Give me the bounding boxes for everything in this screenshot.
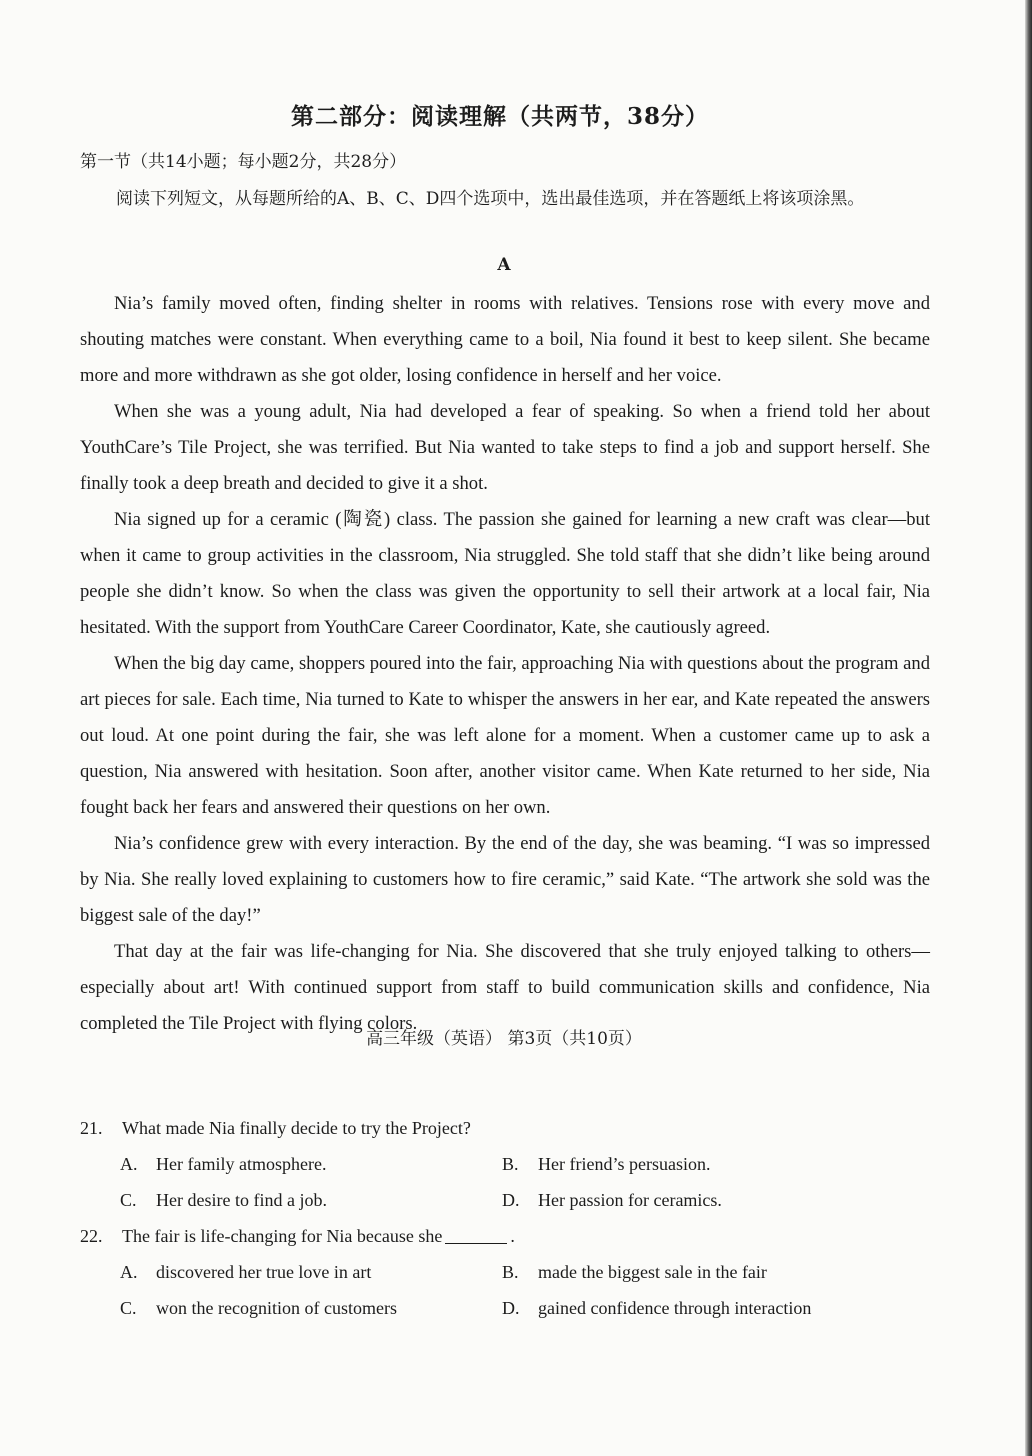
paragraph: That day at the fair was life-changing for Nia. She discovered that she truly enjoyed talking to others—especially about art! With continued support from staff to build communication skills and confidence, Nia completed the Tile Project with flying colors.	[80, 941, 930, 1034]
option-c[interactable]	[120, 1190, 502, 1211]
option-letter: B.	[502, 1261, 519, 1282]
instruction-text: 阅读下列短文，从每题所给的A、B、C、D四个选项中，选出最佳选项，并在答题纸上将该项涂黑。	[116, 189, 865, 209]
option-row	[80, 1254, 940, 1290]
paragraph: When she was a young adult, Nia had developed a fear of speaking. So when a friend told her about YouthCare’s Tile Project, she was terrified. But Nia wanted to take steps to find a job and support herself. She finally took a deep breath and decided to give it a shot.	[80, 401, 930, 494]
paragraph: Nia’s family moved often, finding shelter in rooms with relatives. Tensions rose with every move and shouting matches were constant. When everything came to a boil, Nia found it best to keep silent. She became more and more withdrawn as she got older, losing confidence in herself and her voice.	[80, 293, 930, 386]
option-a[interactable]	[120, 1154, 502, 1175]
option-text: Her passion for ceramics.	[538, 1189, 722, 1210]
option-text: Her family atmosphere.	[156, 1153, 327, 1174]
option-text: discovered her true love in art	[156, 1261, 372, 1282]
option-letter: A.	[120, 1153, 138, 1174]
question-21	[80, 1110, 940, 1218]
option-text: won the recognition of customers	[156, 1297, 397, 1318]
question-text-end: .	[510, 1225, 515, 1246]
option-row	[80, 1146, 940, 1182]
page-title: 第二部分：阅读理解（共两节，38分）	[290, 103, 709, 130]
question-stem	[80, 1110, 940, 1146]
question-text: What made Nia finally decide to try the Project?	[122, 1117, 471, 1138]
option-b[interactable]	[502, 1154, 884, 1175]
option-d[interactable]	[502, 1298, 884, 1319]
question-stem	[80, 1218, 940, 1254]
option-letter: B.	[502, 1153, 519, 1174]
paragraph: When the big day came, shoppers poured into the fair, approaching Nia with questions about the program and art pieces for sale. Each time, Nia turned to Kate to whisper the answers in her ear, and Kate repeated the answers out loud. At one point during the fair, she was left alone for a moment. When a customer came up to ask a question, Nia answered with hesitation. Soon after, another visitor came. When Kate returned to her side, Nia fought back her fears and answered their questions on her own.	[80, 653, 930, 818]
page-footer: 高三年级（英语） 第3页（共10页）	[366, 1029, 642, 1049]
section-heading: 第一节（共14小题；每小题2分，共28分）	[80, 152, 407, 172]
option-letter: C.	[120, 1189, 137, 1210]
option-b[interactable]	[502, 1262, 884, 1283]
question-text: The fair is life-changing for Nia because she	[122, 1225, 443, 1246]
answer-blank	[445, 1229, 507, 1244]
option-text: gained confidence through interaction	[538, 1297, 812, 1318]
option-row	[80, 1182, 940, 1218]
option-letter: D.	[502, 1189, 520, 1210]
passage	[80, 286, 930, 1042]
option-letter: C.	[120, 1297, 137, 1318]
question-number: 22.	[80, 1225, 103, 1246]
option-text: Her desire to find a job.	[156, 1189, 327, 1210]
option-letter: A.	[120, 1261, 138, 1282]
paragraph: Nia signed up for a ceramic (陶瓷) class. The passion she gained for learning a new craft was clear—but when it came to group activities in the classroom, Nia struggled. She told staff that she didn’t like being around people she didn’t know. So when the class was given the opportunity to sell their artwork at a local fair, Nia hesitated. With the support from YouthCare Career Coordinator, Kate, she cautiously agreed.	[80, 509, 930, 638]
question-number: 21.	[80, 1117, 103, 1138]
option-c[interactable]	[120, 1298, 502, 1319]
option-row	[80, 1290, 940, 1326]
question-22	[80, 1218, 940, 1326]
option-d[interactable]	[502, 1190, 884, 1211]
option-text: made the biggest sale in the fair	[538, 1261, 767, 1282]
option-letter: D.	[502, 1297, 520, 1318]
paragraph: Nia’s confidence grew with every interaction. By the end of the day, she was beaming. “I was so impressed by Nia. She really loved explaining to customers how to fire ceramic,” said Kate. “The artwork she sold was the biggest sale of the day!”	[80, 833, 930, 926]
scan-edge	[1025, 0, 1032, 1456]
questions	[80, 1110, 940, 1326]
option-text: Her friend’s persuasion.	[538, 1153, 711, 1174]
passage-label: A	[497, 255, 511, 275]
option-a[interactable]	[120, 1262, 502, 1283]
